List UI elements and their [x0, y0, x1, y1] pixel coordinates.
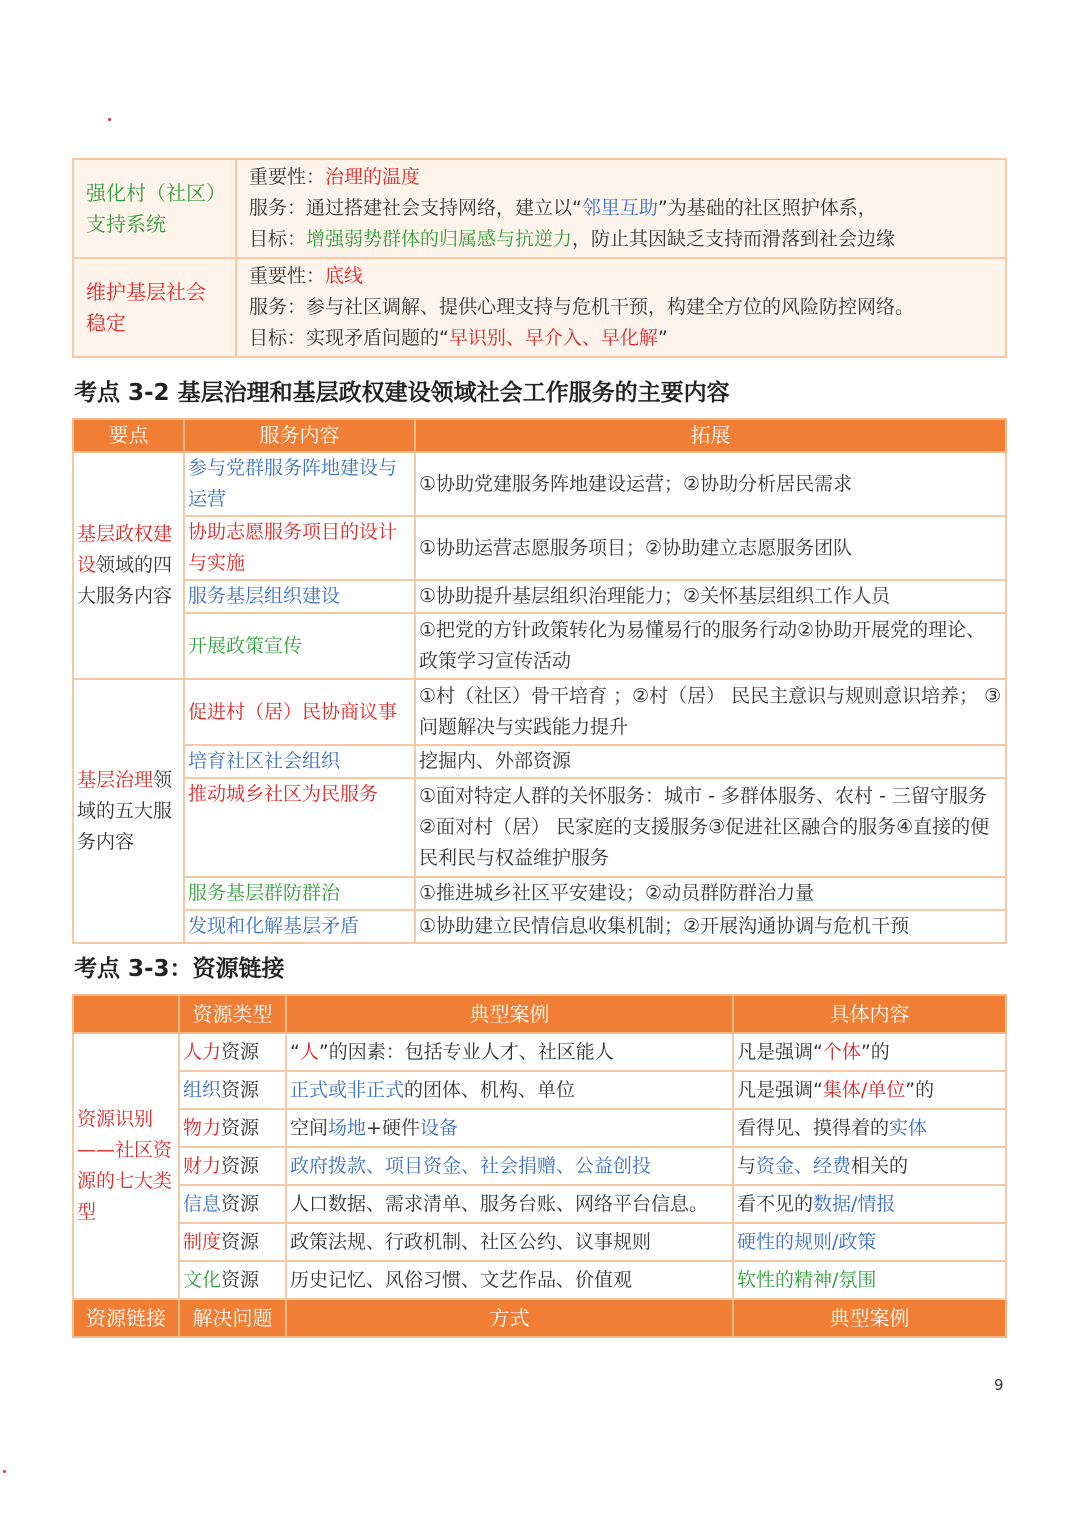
service-cell: 培育社区社会组织: [184, 745, 415, 778]
text-segment: 实体: [889, 1116, 928, 1139]
column-header: 具体内容: [733, 995, 1006, 1033]
content-line: [249, 162, 993, 193]
text-segment: 服务：通过搭建社会支持网络，建立以“: [249, 197, 582, 219]
text-segment: 看得见、摸得着的: [737, 1116, 890, 1139]
case-cell: [286, 1109, 733, 1147]
text-segment: 空间: [290, 1116, 329, 1139]
row-key: 强化村（社区）支持系统: [73, 159, 236, 258]
footer-header: 解决问题: [179, 1299, 286, 1337]
table-row: [73, 745, 1006, 778]
service-cell: 推动城乡社区为民服务: [184, 778, 415, 877]
text-segment: 增强弱势群体的归属感与抗逆力: [306, 228, 573, 250]
text-segment: 目标：: [249, 228, 307, 250]
content-line: [249, 193, 993, 224]
section-heading: 考点 3-2 基层治理和基层政权建设领域社会工作服务的主要内容: [74, 380, 730, 406]
text-segment: 资源: [221, 1116, 260, 1139]
text-segment: ”的: [905, 1078, 935, 1101]
detail-cell: [733, 1261, 1006, 1299]
column-header: 拓展: [415, 419, 1006, 452]
row-content: [236, 159, 1006, 258]
text-segment: 看不见的: [737, 1192, 814, 1215]
table-row: [73, 1147, 1006, 1185]
type-cell: [179, 1071, 286, 1109]
text-segment: 资源: [221, 1192, 260, 1215]
text-segment: 资源: [221, 1268, 260, 1291]
text-segment: 硬性的规则/政策: [737, 1230, 877, 1253]
table-row: [73, 452, 1006, 516]
text-segment: 凡是强调“: [737, 1078, 823, 1101]
detail-cell: [733, 1223, 1006, 1261]
text-segment: 治理的温度: [325, 166, 421, 188]
table-row: [73, 778, 1006, 877]
text-segment: 文化: [183, 1268, 222, 1291]
service-cell: 参与党群服务阵地建设与运营: [184, 452, 415, 516]
text-segment: 基层政权建设: [77, 523, 173, 576]
table-row: [73, 1071, 1006, 1109]
content-line: [249, 323, 993, 354]
text-segment: 信息: [183, 1192, 222, 1215]
text-segment: ”的因素：包括专业人才、社区能人: [318, 1040, 614, 1063]
text-segment: 资金、经费: [756, 1154, 852, 1177]
case-cell: [286, 1147, 733, 1185]
extension-cell: ①协助提升基层组织治理能力；②关怀基层组织工作人员: [415, 580, 1006, 613]
text-segment: 相关的: [851, 1154, 909, 1177]
extension-cell: ①村（社区）骨干培育 ；②村（居） 民民主意识与规则意识培养； ③问题解决与实践能力提升: [415, 679, 1006, 745]
extension-cell: ①推进城乡社区平安建设；②动员群防群治力量: [415, 877, 1006, 910]
text-segment: 历史记忆、风俗习惯、文艺作品、价值观: [290, 1268, 633, 1291]
extension-cell: ①协助党建服务阵地建设运营；②协助分析居民需求: [415, 452, 1006, 516]
content-line: [249, 292, 993, 323]
type-cell: [179, 1033, 286, 1071]
table-row: [73, 580, 1006, 613]
text-segment: ”: [657, 327, 668, 349]
content-line: [249, 261, 993, 292]
text-segment: 物力: [183, 1116, 222, 1139]
extension-cell: ①面对特定人群的关怀服务：城市 - 多群体服务、农村 - 三留守服务②面对村（居） 民家庭的支援服务③促进社区融合的服务④直接的便民利民与权益维护服务: [415, 778, 1006, 877]
section-heading: 考点 3-3：资源链接: [74, 956, 285, 982]
text-segment: 集体/单位: [822, 1078, 906, 1101]
table-row: [73, 1185, 1006, 1223]
type-cell: [179, 1261, 286, 1299]
detail-cell: [733, 1109, 1006, 1147]
table-row: [73, 613, 1006, 679]
text-segment: 制度: [183, 1230, 222, 1253]
content-line: [249, 224, 993, 255]
table-row: [73, 679, 1006, 745]
type-cell: [179, 1147, 286, 1185]
text-segment: 场地: [328, 1116, 367, 1139]
importance-table: [72, 158, 1007, 358]
detail-cell: [733, 1071, 1006, 1109]
column-header: 典型案例: [286, 995, 733, 1033]
group-key: 资源识别——社区资源的七大类型: [73, 1033, 179, 1299]
decorative-dot: [3, 1470, 6, 1473]
table-row: [73, 1223, 1006, 1261]
service-cell: 服务基层群防群治: [184, 877, 415, 910]
case-cell: [286, 1261, 733, 1299]
text-segment: 与: [737, 1154, 757, 1177]
table-row: [73, 516, 1006, 580]
group-key: [73, 679, 184, 943]
decorative-dot: [108, 118, 111, 121]
text-segment: 设备: [419, 1116, 458, 1139]
text-segment: 资源: [221, 1040, 260, 1063]
text-segment: 重要性：: [249, 166, 326, 188]
type-cell: [179, 1223, 286, 1261]
text-segment: 的团体、机构、单位: [404, 1078, 576, 1101]
table-row: [73, 159, 1006, 258]
text-segment: ”为基础的社区照护体系，: [657, 197, 877, 219]
text-segment: 领域的四大服务内容: [77, 554, 173, 607]
type-cell: [179, 1185, 286, 1223]
text-segment: 基层治理: [77, 768, 154, 791]
text-segment: 邻里互助: [581, 197, 658, 219]
text-segment: 软性的精神/氛围: [737, 1268, 877, 1291]
table-header-row: [73, 995, 1006, 1033]
footer-header: 典型案例: [733, 1299, 1006, 1337]
service-cell: 促进村（居）民协商议事: [184, 679, 415, 745]
service-cell: 服务基层组织建设: [184, 580, 415, 613]
extension-cell: ①把党的方针政策转化为易懂易行的服务行动②协助开展党的理论、政策学习宣传活动: [415, 613, 1006, 679]
case-cell: [286, 1033, 733, 1071]
text-segment: 早识别、早介入、早化解: [448, 327, 658, 349]
text-segment: 人口数据、需求清单、服务台账、网络平台信息。: [290, 1192, 709, 1215]
text-segment: 人力: [183, 1040, 222, 1063]
text-segment: 底线: [325, 265, 364, 287]
detail-cell: [733, 1185, 1006, 1223]
detail-cell: [733, 1147, 1006, 1185]
column-header: 资源类型: [179, 995, 286, 1033]
table-row: [73, 258, 1006, 357]
extension-cell: ①协助运营志愿服务项目；②协助建立志愿服务团队: [415, 516, 1006, 580]
extension-cell: 挖掘内、外部资源: [415, 745, 1006, 778]
text-segment: 重要性：: [249, 265, 326, 287]
text-segment: 数据/情报: [813, 1192, 896, 1215]
footer-header: 资源链接: [73, 1299, 179, 1337]
text-segment: 服务：参与社区调解、提供心理支持与危机干预，构建全方位的风险防控网络。: [249, 296, 915, 318]
text-segment: 组织: [183, 1078, 222, 1101]
detail-cell: [733, 1033, 1006, 1071]
case-cell: [286, 1185, 733, 1223]
text-segment: 人: [299, 1040, 319, 1063]
service-cell: 协助志愿服务项目的设计与实施: [184, 516, 415, 580]
text-segment: 领域的五大服务内容: [77, 768, 173, 853]
case-cell: [286, 1071, 733, 1109]
row-key: 维护基层社会稳定: [73, 258, 236, 357]
text-segment: 目标：实现矛盾问题的“: [249, 327, 449, 349]
column-header: 服务内容: [184, 419, 415, 452]
column-header: [73, 995, 179, 1033]
text-segment: 政策法规、行政机制、社区公约、议事规则: [290, 1230, 652, 1253]
text-segment: 财力: [183, 1154, 222, 1177]
text-segment: +硬件: [366, 1116, 420, 1139]
table-header-row: [73, 419, 1006, 452]
table-row: [73, 1109, 1006, 1147]
page-number: 9: [994, 1376, 1004, 1394]
resource-types-table: [72, 994, 1007, 1338]
group-key: [73, 452, 184, 679]
table-row: [73, 1261, 1006, 1299]
text-segment: 资源: [221, 1078, 260, 1101]
text-segment: 资源: [221, 1230, 260, 1253]
service-content-table: [72, 418, 1007, 944]
column-header: 要点: [73, 419, 184, 452]
table-row: [73, 877, 1006, 910]
text-segment: ，防止其因缺乏支持而滑落到社会边缘: [572, 228, 896, 250]
table-footer-row: [73, 1299, 1006, 1337]
table-row: [73, 910, 1006, 943]
text-segment: 正式或非正式: [290, 1078, 405, 1101]
text-segment: 资源: [221, 1154, 260, 1177]
type-cell: [179, 1109, 286, 1147]
case-cell: [286, 1223, 733, 1261]
text-segment: 政府拨款、项目资金、社会捐赠、公益创投: [290, 1154, 652, 1177]
footer-header: 方式: [286, 1299, 733, 1337]
text-segment: 个体: [822, 1040, 861, 1063]
row-content: [236, 258, 1006, 357]
service-cell: 发现和化解基层矛盾: [184, 910, 415, 943]
table-row: [73, 1033, 1006, 1071]
extension-cell: ①协助建立民情信息收集机制；②开展沟通协调与危机干预: [415, 910, 1006, 943]
text-segment: “: [290, 1040, 300, 1063]
text-segment: 凡是强调“: [737, 1040, 823, 1063]
service-cell: 开展政策宣传: [184, 613, 415, 679]
text-segment: ”的: [860, 1040, 890, 1063]
